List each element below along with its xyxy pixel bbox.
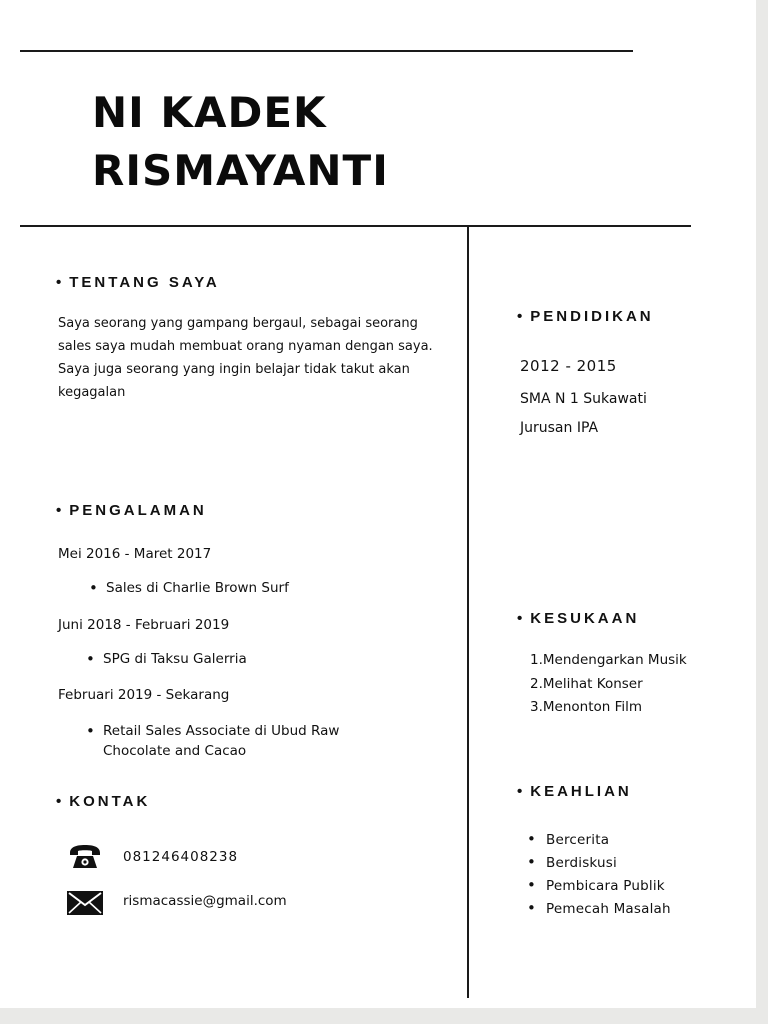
name-line-2: RISMAYANTI [92,146,389,195]
education-heading: • PENDIDIKAN [517,308,654,325]
experience-role-3: • Retail Sales Associate di Ubud Raw [103,723,339,739]
list-item: 2.Melihat Konser [530,675,643,692]
experience-role-1: • Sales di Charlie Brown Surf [106,580,289,596]
list-item: 1.Mendengarkan Musik [530,652,687,668]
column-divider [467,226,469,998]
hobbies-list [530,650,687,721]
header-divider [20,225,691,227]
list-item: • Pembicara Publik [546,876,671,899]
experience-period-2: Juni 2018 - Februari 2019 [58,617,230,633]
candidate-name [92,84,389,200]
contact-phone[interactable]: 081246408238 [123,849,239,865]
contact-email[interactable]: rismacassie@gmail.com [123,893,287,909]
skills-list [546,830,671,922]
list-item: • Berdiskusi [546,853,671,876]
hobbies-heading: • KESUKAAN [517,610,640,627]
skills-heading: • KEAHLIAN [517,783,632,800]
list-item: • Pemecah Masalah [546,899,671,922]
top-divider [20,50,633,52]
contact-heading: • KONTAK [56,793,151,810]
about-heading: • TENTANG SAYA [56,274,220,291]
experience-role-3-cont: Chocolate and Cacao [103,743,247,759]
experience-period-1: Mei 2016 - Maret 2017 [58,546,212,562]
experience-role-2: • SPG di Taksu Galerria [103,651,247,667]
experience-period-3: Februari 2019 - Sekarang [58,687,230,703]
education-years: 2012 - 2015 [520,357,617,375]
list-item: 3.Menonton Film [530,699,643,715]
experience-heading: • PENGALAMAN [56,502,207,519]
about-text: Saya seorang yang gampang bergaul, sebagai seorang sales saya mudah membuat orang nyaman dengan saya. Saya juga seorang yang ingin belajar tidak takut akan kegagalan [58,316,433,400]
education-major: Jurusan IPA [520,420,599,436]
list-item: • Bercerita [546,830,671,853]
name-line-1: NI KADEK [92,88,327,137]
envelope-icon [67,891,103,915]
telephone-icon [68,844,102,870]
education-school: SMA N 1 Sukawati [520,391,647,407]
